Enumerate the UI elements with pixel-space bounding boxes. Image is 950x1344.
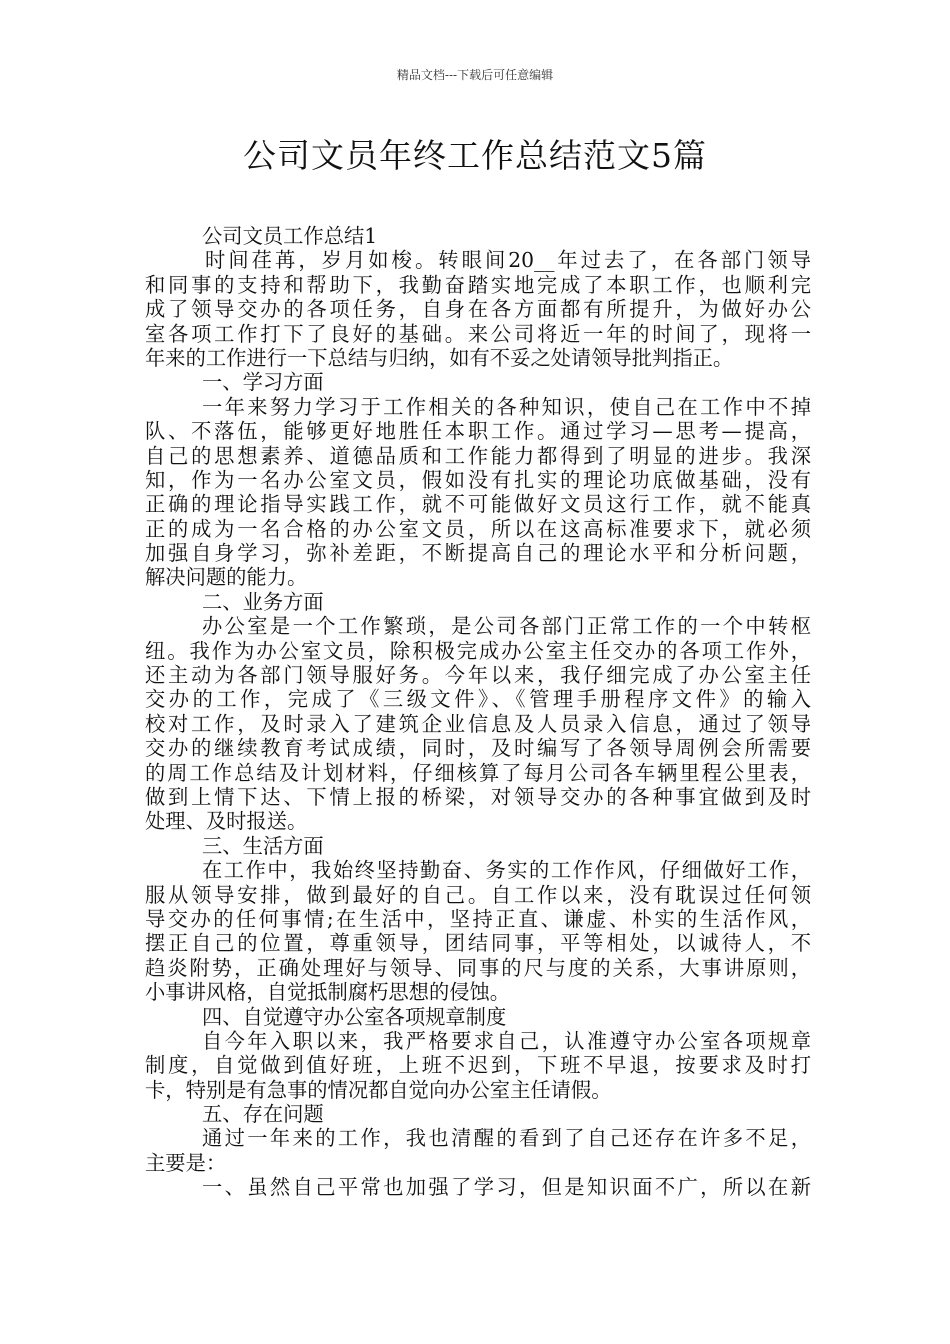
document-body	[145, 224, 811, 1200]
text-line: 知，作为一名办公室文员，假如没有扎实的理论功底做基础，没有	[145, 467, 811, 492]
text-line: 年来的工作进行一下总结与归纳，如有不妥之处请领导批判指正。	[145, 345, 734, 370]
text-line: 主要是：	[145, 1150, 227, 1175]
text-line: 导交办的任何事情;在生活中，坚持正直、谦虚、朴实的生活作风，	[145, 906, 811, 931]
text-line: 校对工作，及时录入了建筑企业信息及人员录入信息，通过了领导	[145, 711, 811, 736]
header-note: 精品文档---下载后可任意编辑	[396, 68, 554, 82]
text-line: 卡，特别是有急事的情况都自觉向办公室主任请假。	[145, 1077, 612, 1102]
text-line: 在工作中，我始终坚持勤奋、务实的工作作风，仔细做好工作，	[202, 858, 811, 883]
text-line: 解决问题的能力。	[145, 565, 308, 590]
text-line: 四、自觉遵守办公室各项规章制度	[202, 1004, 507, 1029]
text-line: 五、存在问题	[202, 1102, 324, 1127]
text-line: 正确的理论指导实践工作，就不可能做好文员这行工作，就不能真	[145, 492, 811, 517]
text-line: 一、虽然自己平常也加强了学习，但是知识面不广，所以在新	[202, 1175, 811, 1200]
text-line: 一年来努力学习于工作相关的各种知识，使自己在工作中不掉	[202, 394, 811, 419]
text-line: 交办的继续教育考试成绩，同时，及时编写了各领导周例会所需要	[145, 736, 811, 761]
text-line: 自己的思想素养、道德品质和工作能力都得到了明显的进步。我深	[145, 443, 811, 468]
text-line: 服从领导安排，做到最好的自己。自工作以来，没有耽误过任何领	[145, 882, 811, 907]
text-line: 二、业务方面	[202, 589, 324, 614]
text-line: 公司文员工作总结1	[202, 224, 378, 248]
text-line: 的周工作总结及计划材料，仔细核算了每月公司各车辆里程公里表，	[145, 760, 811, 785]
text-line: 成了领导交办的各项任务，自身在各方面都有所提升，为做好办公	[145, 297, 811, 322]
text-line: 和同事的支持和帮助下，我勤奋踏实地完成了本职工作，也顺利完	[145, 272, 811, 297]
text-line: 通过一年来的工作，我也清醒的看到了自己还存在许多不足，	[202, 1126, 811, 1151]
text-line: 队、不落伍，能够更好地胜任本职工作。通过学习—思考—提高，	[145, 419, 811, 444]
text-line: 交办的工作，完成了《三级文件》、《管理手册程序文件》的输入	[145, 687, 811, 712]
text-line: 一、学习方面	[202, 370, 324, 395]
text-line: 办公室是一个工作繁琐，是公司各部门正常工作的一个中转枢	[202, 614, 811, 639]
text-line: 自今年入职以来，我严格要求自己，认准遵守办公室各项规章	[202, 1028, 811, 1053]
document-title: 公司文员年终工作总结范文5篇	[243, 136, 707, 175]
text-line: 处理、及时报送。	[145, 809, 308, 834]
text-line: 时间荏苒，岁月如梭。转眼间20__年过去了，在各部门领导	[205, 248, 811, 273]
text-line: 正的成为一名合格的办公室文员，所以在这高标准要求下，就必须	[145, 516, 811, 541]
text-line: 纽。我作为办公室文员，除积极完成办公室主任交办的各项工作外，	[145, 638, 811, 663]
text-line: 制度，自觉做到值好班，上班不迟到，下班不早退，按要求及时打	[145, 1053, 811, 1078]
text-line: 做到上情下达、下情上报的桥梁，对领导交办的各种事宜做到及时	[145, 784, 811, 809]
text-line: 三、生活方面	[202, 833, 324, 858]
text-line: 摆正自己的位置，尊重领导，团结同事，平等相处，以诚待人，不	[145, 931, 811, 956]
text-line: 小事讲风格，自觉抵制腐朽思想的侵蚀。	[145, 980, 511, 1005]
text-line: 还主动为各部门领导服好务。今年以来，我仔细完成了办公室主任	[145, 663, 811, 688]
text-line: 室各项工作打下了良好的基础。来公司将近一年的时间了，现将一	[145, 321, 811, 346]
text-line: 加强自身学习，弥补差距，不断提高自己的理论水平和分析问题，	[145, 541, 811, 566]
text-line: 趋炎附势，正确处理好与领导、同事的尺与度的关系，大事讲原则，	[145, 955, 811, 980]
